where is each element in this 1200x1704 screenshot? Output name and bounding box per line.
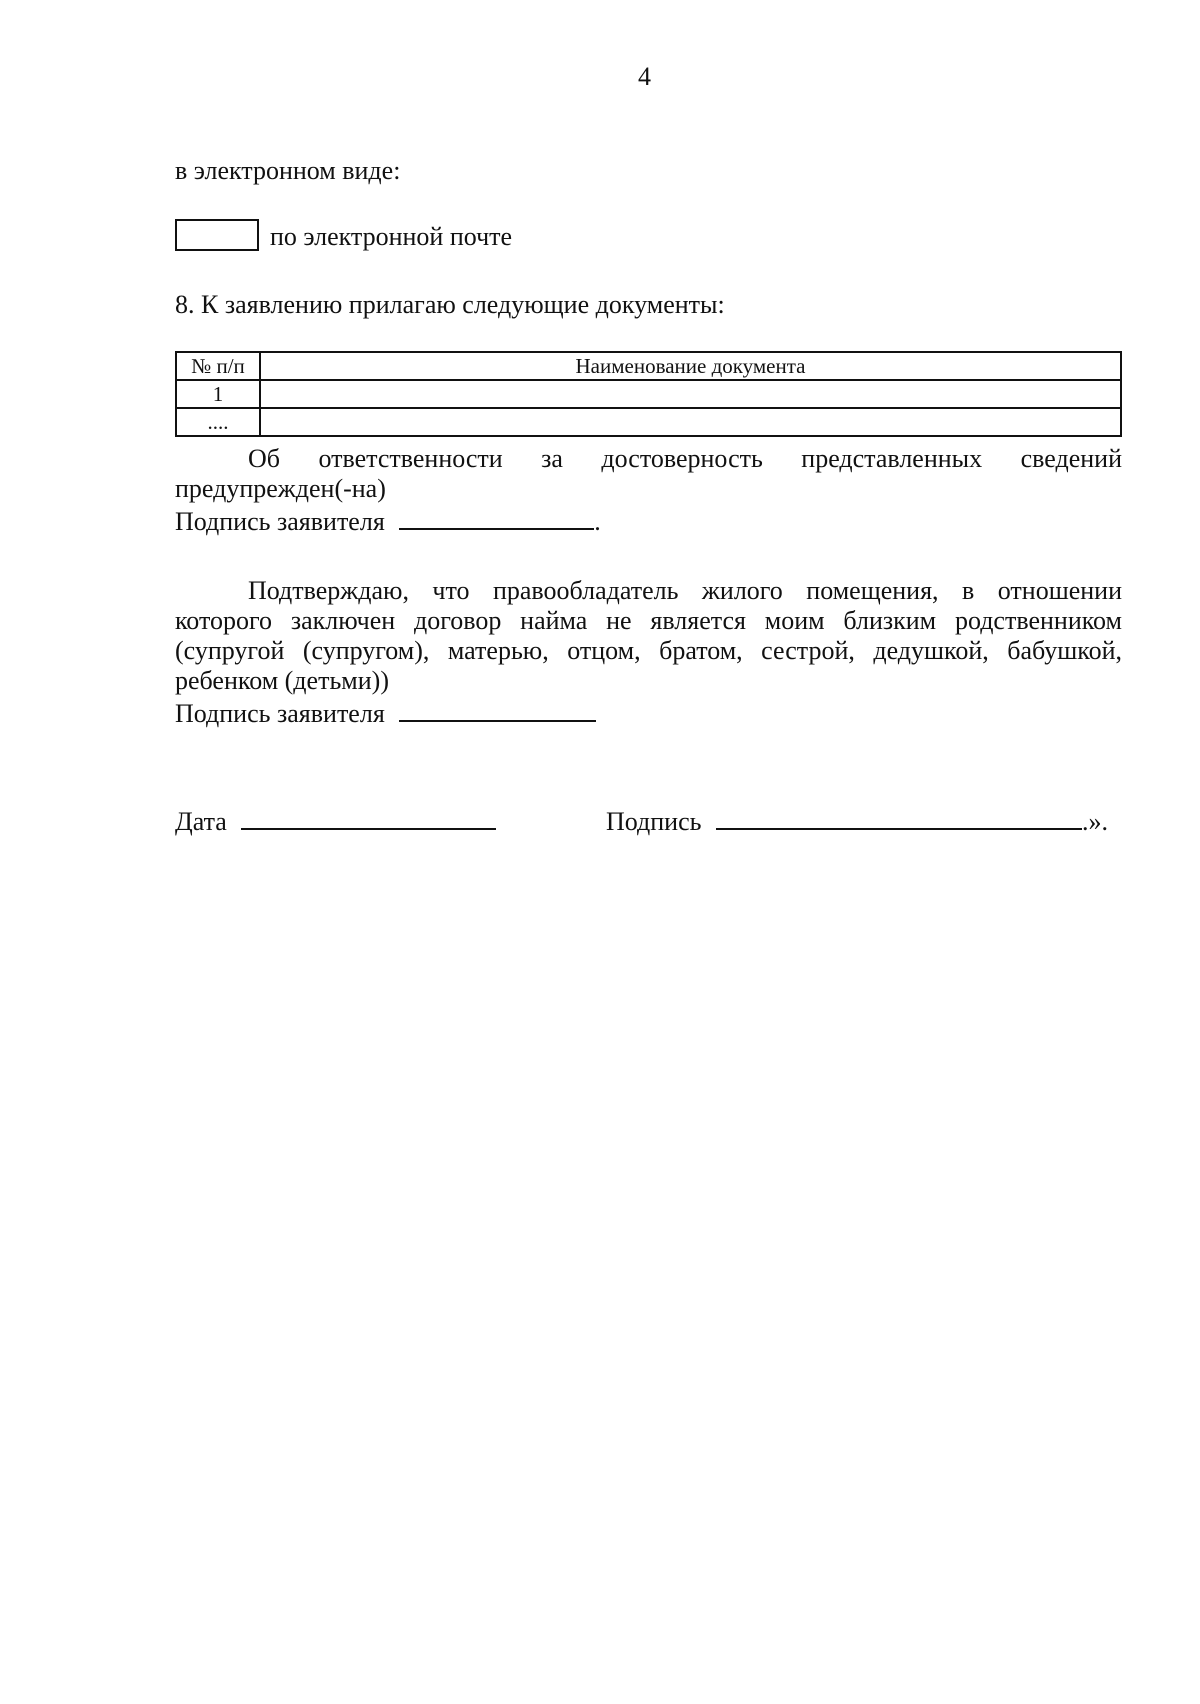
table-row xyxy=(176,380,1121,408)
responsibility-word: достоверность xyxy=(601,444,763,473)
closing-mark: .». xyxy=(1081,807,1108,836)
column-header-document-name: Наименование документа xyxy=(260,352,1121,380)
responsibility-block xyxy=(175,444,1122,537)
responsibility-signature-line xyxy=(175,504,1122,537)
final-signature-line xyxy=(606,804,1108,837)
delivery-heading: в электронном виде: xyxy=(175,156,401,185)
signature-field[interactable] xyxy=(399,696,596,722)
signature-label: Подпись заявителя xyxy=(175,507,385,536)
table-row xyxy=(176,408,1121,436)
signature-label: Подпись заявителя xyxy=(175,699,385,728)
responsibility-line-2: предупрежден(-на) xyxy=(175,474,386,503)
email-option-label: по электронной почте xyxy=(270,222,513,251)
responsibility-word: Об xyxy=(248,444,281,473)
table-cell-number: 1 xyxy=(176,380,260,408)
confirmation-signature-line xyxy=(175,696,1122,729)
confirmation-text: Подтверждаю, что правообладатель жилого помещения, в отношении которого заключен договор найма не является моим близким родственником (супругой (супругом), матерью, отцом, братом, сестрой, дедушкой, бабушкой, ребенком (детьми)) xyxy=(175,576,1122,695)
section-8-heading: 8. К заявлению прилагаю следующие документы: xyxy=(175,290,725,319)
responsibility-word: ответственности xyxy=(318,444,503,473)
column-header-number: № п/п xyxy=(176,352,260,380)
responsibility-word: представленных xyxy=(801,444,983,473)
confirmation-block xyxy=(175,576,1122,729)
date-label: Дата xyxy=(175,807,227,836)
final-signature-field[interactable] xyxy=(716,804,1082,830)
table-cell-number: .... xyxy=(176,408,260,436)
responsibility-word: сведений xyxy=(1020,444,1122,473)
documents-table xyxy=(175,351,1122,437)
signature-end: . xyxy=(594,507,601,536)
date-field[interactable] xyxy=(241,804,496,830)
date-line xyxy=(175,804,496,837)
table-cell-document-name[interactable] xyxy=(260,380,1121,408)
responsibility-word: за xyxy=(541,444,563,473)
signature-field[interactable] xyxy=(399,504,594,530)
page-number: 4 xyxy=(638,62,651,91)
email-checkbox[interactable] xyxy=(175,219,259,251)
table-header-row xyxy=(176,352,1121,380)
table-cell-document-name[interactable] xyxy=(260,408,1121,436)
responsibility-line-1 xyxy=(248,444,1122,474)
final-signature-label: Подпись xyxy=(606,807,702,836)
